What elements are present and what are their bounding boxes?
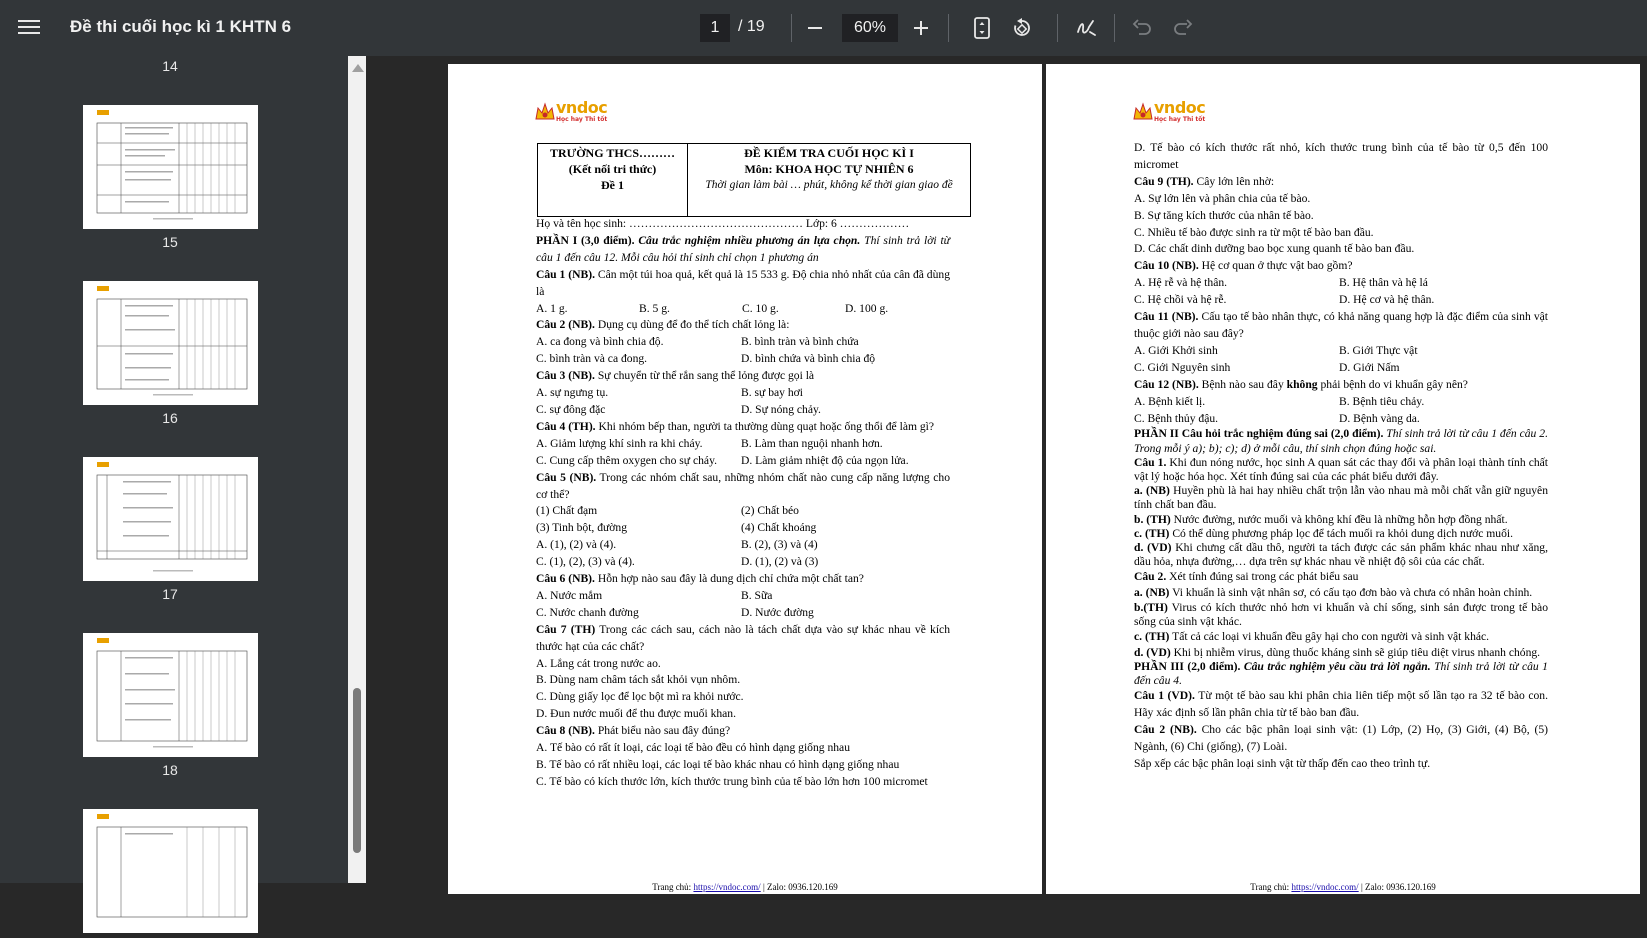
question: Câu 3 (NB). Sự chuyển từ thể rắn sang thể lỏng được gọi là bbox=[536, 369, 815, 383]
statement: d. (VD) Khi chưng cất dầu thô, người ta tách được các sản phẩm khác nhau như xăng, dầu hỏa, nhựa đường,… dựa trên sự khác nhau về nhiệt độ sôi của các chất. bbox=[1134, 541, 1548, 569]
answer-options: C. Hệ chồi và hệ rễ. D. Hệ cơ và hệ thân. bbox=[1134, 293, 1435, 307]
answer-options: C. (1), (2), (3) và (4). D. (1), (2) và (3) bbox=[536, 555, 819, 569]
question: Câu 8 (NB). Phát biểu nào sau đây đúng? bbox=[536, 724, 731, 738]
question: Câu 6 (NB). Hỗn hợp nào sau đây là dung dịch chỉ chứa một chất tan? bbox=[536, 572, 864, 586]
undo-button[interactable] bbox=[1127, 13, 1157, 43]
statement: a. (NB) Huyền phù là hai hay nhiều chất trộn lẫn vào nhau mà mỗi chất vẫn giữ nguyên tính chất ban đầu. bbox=[1134, 484, 1548, 512]
question: Câu 2 (NB). Cho các bậc phân loại sinh vật: (1) Lớp, (2) Họ, (3) Giới, (4) Bộ, (5) Ngành, (6) Chi (giống), (7) Loài. bbox=[1134, 723, 1549, 754]
vndoc-link[interactable]: https://vndoc.com/ bbox=[693, 882, 761, 892]
minus-icon bbox=[807, 20, 823, 36]
draw-icon bbox=[1075, 17, 1097, 39]
question: Câu 12 (NB). Bệnh nào sau đây không phải bệnh do vi khuẩn gây nên? bbox=[1134, 377, 1468, 391]
thumbnail-number: 16 bbox=[162, 410, 178, 426]
page-thumbnail[interactable] bbox=[83, 281, 258, 405]
answer-option: A. Sự lớn lên và phân chia của tế bào. bbox=[1134, 191, 1311, 205]
thumbnail-preview bbox=[83, 633, 258, 757]
page-thumbnail[interactable] bbox=[83, 457, 258, 581]
toolbar-divider bbox=[1114, 14, 1115, 42]
answer-options: C. Giới Nguyên sinh D. Giới Nấm bbox=[1134, 360, 1400, 374]
statement: c. (TH) Có thể dùng phương pháp lọc để tách muối ra khỏi dung dịch nước muối. bbox=[1134, 526, 1514, 540]
scrollbar-thumb[interactable] bbox=[353, 688, 361, 853]
textbook-series: (Kết nối tri thức) bbox=[568, 162, 657, 176]
thumbnail-preview bbox=[83, 105, 258, 229]
answer-options: A. 1 g. B. 5 g. C. 10 g. D. 100 g. bbox=[536, 301, 889, 315]
annotate-button[interactable] bbox=[1071, 13, 1101, 43]
toolbar-divider bbox=[948, 14, 949, 42]
question-instruction: Sắp xếp các bậc phân loại sinh vật từ thấp đến cao theo trình tự. bbox=[1134, 757, 1431, 771]
answer-options: C. sự đông đặc D. Sự nóng chảy. bbox=[536, 402, 821, 416]
toolbar-divider bbox=[1057, 14, 1058, 42]
sidebar-scrollbar[interactable] bbox=[348, 56, 366, 883]
page-2-body bbox=[1134, 140, 1548, 773]
answer-option: B. Tế bào có rất nhiều loại, các loại tế bào khác nhau có hình dạng giống nhau bbox=[536, 758, 900, 771]
vndoc-logo: vndoc Học hay Thi tốt bbox=[534, 100, 607, 123]
thumbnail-number: 14 bbox=[162, 58, 178, 74]
answer-items: (3) Tinh bột, đường (4) Chất khoáng bbox=[536, 521, 817, 535]
page-thumbnail[interactable] bbox=[83, 633, 258, 757]
thumbnail-preview bbox=[83, 809, 258, 933]
student-info-line: Họ và tên học sinh: ……………………………………… Lớp: 6 ……………… bbox=[536, 217, 910, 230]
answer-options: A. ca đong và bình chia độ. B. bình tràn và bình chứa bbox=[536, 335, 859, 349]
answer-items: (1) Chất đạm (2) Chất béo bbox=[536, 504, 799, 518]
vndoc-logo: vndoc Học hay Thi tốt bbox=[1132, 100, 1205, 123]
pdf-page-1 bbox=[448, 64, 1042, 894]
answer-options: C. Cung cấp thêm oxygen cho sự cháy. D. Làm giảm nhiệt độ của ngọn lửa. bbox=[536, 453, 909, 467]
question: Câu 10 (NB). Hệ cơ quan ở thực vật bao gồm? bbox=[1134, 259, 1353, 273]
answer-option: D. Các chất dinh dưỡng bao bọc xung quanh tế bào ban đầu. bbox=[1134, 242, 1415, 256]
question: Câu 2. Xét tính đúng sai trong các phát biểu sau bbox=[1134, 570, 1359, 584]
answer-options: A. Giảm lượng khí sinh ra khi cháy. B. Làm than nguội nhanh hơn. bbox=[536, 436, 883, 450]
part-3-heading: PHẦN III (2,0 điểm). Câu trắc nghiệm yêu cầu trả lời ngắn. Thí sinh trả lời từ câu 1 đến câu 4. bbox=[1134, 660, 1548, 688]
answer-option: D. Đun nước muối để thu được muối khan. bbox=[536, 707, 736, 721]
statement: b.(TH) Virus có kích thước nhỏ hơn vi khuẩn và chỉ sống, sinh sản được trong tế bào sống của sinh vật khác. bbox=[1134, 600, 1548, 628]
exam-subject: Môn: KHOA HỌC TỰ NHIÊN 6 bbox=[744, 162, 914, 176]
answer-options: C. bình tràn và ca đong. D. bình chứa và bình chia độ bbox=[536, 352, 876, 366]
page-footer: Trang chủ: https://vndoc.com/ | Zalo: 0936.120.169 bbox=[1250, 882, 1436, 892]
question: Câu 11 (NB). Cấu tạo tế bào nhân thực, có khả năng quang hợp là đặc điểm của sinh vật thuộc giới nào sau đây? bbox=[1134, 310, 1548, 340]
question: Câu 4 (TH). Khi nhóm bếp than, người ta thường dùng quạt hoặc ống thổi để làm gì? bbox=[536, 419, 935, 433]
plus-icon bbox=[913, 20, 929, 36]
answer-option: C. Dùng giấy lọc để lọc bột mì ra khỏi nước. bbox=[536, 690, 744, 704]
page-footer: Trang chủ: https://vndoc.com/ | Zalo: 0936.120.169 bbox=[652, 882, 838, 892]
redo-icon bbox=[1173, 18, 1193, 38]
undo-icon bbox=[1132, 18, 1152, 38]
rotate-button[interactable] bbox=[1007, 13, 1037, 43]
exam-title: ĐỀ KIỂM TRA CUỐI HỌC KÌ I bbox=[744, 146, 914, 160]
page-number-input[interactable]: 1 bbox=[700, 14, 730, 42]
statement: d. (VD) Khi bị nhiễm virus, dùng thuốc kháng sinh sẽ giúp tiêu diệt virus nhanh chóng. bbox=[1134, 645, 1541, 659]
exam-time: Thời gian làm bài … phút, không kể thời gian giao đề bbox=[705, 179, 953, 191]
page-1-body bbox=[536, 216, 950, 791]
question: Câu 1 (VD). Từ một tế bào sau khi phân chia liên tiếp một số lần tạo ra 32 tế bào con. Hãy xác định số lần phân chia từ tế bào ban đầu. bbox=[1134, 689, 1549, 720]
vndoc-link[interactable]: https://vndoc.com/ bbox=[1291, 882, 1359, 892]
answer-option: A. Tế bào có rất ít loại, các loại tế bào đều có hình dạng giống nhau bbox=[536, 741, 851, 755]
question: Câu 1. Khi đun nóng nước, học sinh A quan sát các thay đổi và phân loại thành tính chất vật lý hoặc hóa học. Xét tính đúng sai của các phát biểu dưới đây. bbox=[1134, 455, 1548, 484]
thumbnail-sidebar bbox=[0, 56, 348, 883]
document-viewer bbox=[366, 56, 1647, 892]
answer-option: C. Tế bào có kích thước lớn, kích thước trung bình của tế bào lớn hơn 100 micromet bbox=[536, 774, 928, 788]
zoom-level-input[interactable]: 60% bbox=[842, 14, 898, 42]
document-title: Đề thi cuối học kì 1 KHTN 6 bbox=[70, 17, 292, 36]
thumbnail-number: 17 bbox=[162, 586, 178, 602]
answer-options: C. Bệnh thủy đậu. D. Bệnh vàng da. bbox=[1134, 411, 1420, 425]
menu-icon[interactable] bbox=[18, 17, 40, 39]
scroll-up-arrow-icon[interactable] bbox=[352, 64, 364, 72]
question: Câu 1 (NB). Cân một túi hoa quả, kết quả là 15 533 g. Độ chia nhỏ nhất của cân đã dùng là bbox=[536, 267, 950, 298]
answer-options: A. sự ngưng tụ. B. sự bay hơi bbox=[536, 386, 804, 400]
statement: b. (TH) Nước đường, nước muối và không khí đều là những hỗn hợp đồng nhất. bbox=[1134, 512, 1508, 526]
question: Câu 2 (NB). Dụng cụ dùng để đo thể tích chất lỏng là: bbox=[536, 318, 790, 332]
fit-page-icon bbox=[973, 17, 991, 39]
redo-button[interactable] bbox=[1168, 13, 1198, 43]
fit-page-button[interactable] bbox=[967, 13, 997, 43]
part-2-heading: PHẦN II Câu hỏi trắc nghiệm đúng sai (2,0 điểm). Thí sinh trả lời từ câu 1 đến câu 2. Trong mỗi ý a); b); c); d) ở mỗi câu, thí sinh chọn đúng hoặc sai. bbox=[1134, 427, 1548, 455]
statement: c. (TH) Tất cả các loại vi khuẩn đều gây hại cho con người và sinh vật khác. bbox=[1134, 629, 1490, 643]
thumbnail-number: 15 bbox=[162, 234, 178, 250]
answer-option: D. Tế bào có kích thước rất nhỏ, kích thước trung bình của tế bào từ 0,5 đến 100 micromet bbox=[1134, 141, 1548, 171]
zoom-in-button[interactable] bbox=[906, 13, 936, 43]
answer-options: C. Nước chanh đường D. Nước đường bbox=[536, 605, 814, 619]
question: Câu 7 (TH) Trong các cách sau, cách nào là tách chất dựa vào sự khác nhau về kích thước hạt của các chất? bbox=[536, 622, 950, 653]
crown-icon bbox=[534, 101, 556, 123]
thumbnail-preview bbox=[83, 457, 258, 581]
part-1-heading: PHẦN I (3,0 điểm). Câu trắc nghiệm nhiều phương án lựa chọn. Thí sinh trả lời từ câu 1 đến câu 12. Mỗi câu hỏi thí sinh chỉ chọn 1 phương án bbox=[536, 233, 950, 264]
pdf-toolbar bbox=[0, 0, 1647, 56]
zoom-out-button[interactable] bbox=[800, 13, 830, 43]
question: Câu 9 (TH). Cây lớn lên nhờ: bbox=[1134, 174, 1275, 188]
thumbnail-number: 18 bbox=[162, 762, 178, 778]
answer-options: A. Nước mắm B. Sữa bbox=[536, 588, 773, 602]
pdf-page-2 bbox=[1046, 64, 1640, 894]
answer-option: A. Lắng cát trong nước ao. bbox=[536, 656, 661, 670]
exam-version: Đề 1 bbox=[601, 178, 624, 192]
answer-options: A. (1), (2) và (4). B. (2), (3) và (4) bbox=[536, 538, 818, 552]
page-total: / 19 bbox=[738, 18, 765, 35]
school-name: TRƯỜNG THCS……… bbox=[549, 146, 675, 160]
question: Câu 5 (NB). Trong các nhóm chất sau, những nhóm chất nào cung cấp năng lượng cho cơ thể? bbox=[536, 470, 950, 501]
crown-icon bbox=[1132, 101, 1154, 123]
answer-option: B. Sự tăng kích thước của nhân tế bào. bbox=[1134, 208, 1314, 222]
thumbnail-preview bbox=[83, 281, 258, 405]
toolbar-divider bbox=[791, 14, 792, 42]
answer-options: A. Giới Khởi sinh B. Giới Thực vật bbox=[1134, 343, 1418, 357]
statement: a. (NB) Vi khuẩn là sinh vật nhân sơ, có cấu tạo đơn bào và chưa có nhân hoàn chỉnh. bbox=[1134, 586, 1533, 600]
exam-header-table bbox=[537, 143, 971, 217]
page-thumbnail[interactable] bbox=[83, 809, 258, 933]
answer-options: A. Hệ rễ và hệ thân. B. Hệ thân và hệ lá bbox=[1134, 276, 1428, 290]
page-thumbnail[interactable] bbox=[83, 105, 258, 229]
rotate-icon bbox=[1011, 17, 1033, 39]
answer-option: B. Dùng nam châm tách sắt khỏi vụn nhôm. bbox=[536, 673, 741, 687]
answer-options: A. Bệnh kiết lị. B. Bệnh tiêu chảy. bbox=[1134, 394, 1425, 408]
answer-option: C. Nhiều tế bào được sinh ra từ một tế bào ban đầu. bbox=[1134, 225, 1374, 239]
